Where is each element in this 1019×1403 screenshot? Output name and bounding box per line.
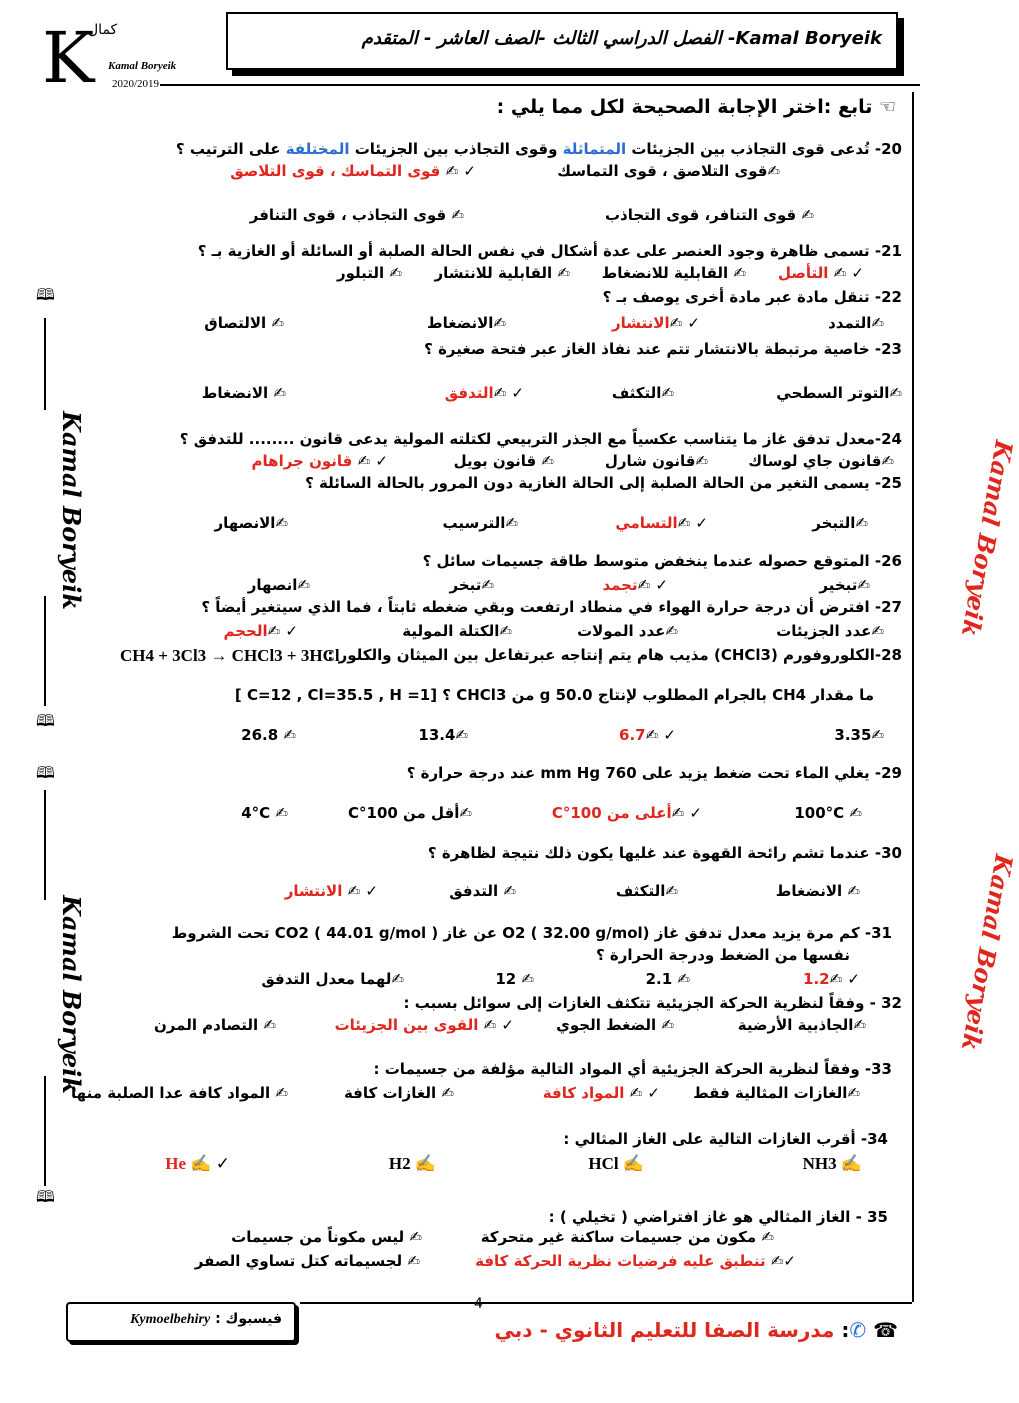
option[interactable]: ✍ التبلور — [337, 264, 402, 282]
option[interactable]: ✍13.4 — [418, 726, 468, 744]
option[interactable]: ✍ NH3 — [802, 1154, 862, 1173]
option-correct[interactable]: ✓ ✍أعلى من 100°C — [551, 804, 702, 822]
question-33: 33- وفقاً لنظرية الحركة الجزيئية أي المواد التالية مؤلفة من جسيمات : — [373, 1060, 892, 1078]
question-29: 29- يغلي الماء تحت ضغط يزيد على 760 mm Hg عند درجة حرارة ؟ — [406, 764, 902, 782]
option[interactable]: ✍انصهار — [247, 576, 310, 594]
option-correct[interactable]: ✓ ✍ قوى التماسك ، قوى التلاصق — [230, 162, 476, 180]
header-title: Kamal Boryeik- الفصل الدراسي الثالث -الصف العاشر - المتقدم — [361, 28, 882, 49]
option[interactable]: ✍ الالتصاق — [204, 314, 284, 332]
option[interactable]: ✍الانضغاط — [427, 314, 506, 332]
option[interactable]: ✍ قوى التنافر، قوى التجاذب — [604, 206, 814, 224]
option[interactable]: ✍ التصادم المرن — [154, 1016, 276, 1034]
option[interactable]: ✍ 4°C — [241, 804, 288, 822]
option[interactable]: ✍الترسيب — [442, 514, 518, 532]
facebook-scroll — [66, 1302, 296, 1342]
book-icon: 🕮 — [36, 763, 55, 782]
option[interactable]: ✍التوتر السطحي — [776, 384, 902, 402]
logo — [40, 17, 118, 99]
question-35: 35 - الغاز المثالي هو غاز افتراضي ( تخيلي ) : — [548, 1208, 888, 1226]
question-34: 34- أقرب الغازات التالية على الغاز المثالي : — [563, 1130, 888, 1148]
option-correct[interactable]: ✓ ✍ المواد كافة — [542, 1084, 660, 1102]
facebook-name[interactable]: Kymoelbehiry — [130, 1312, 211, 1327]
facebook-label: فيسبوك : — [215, 1311, 282, 1327]
option[interactable]: ✍ الانضغاط — [775, 882, 860, 900]
option[interactable]: ✍ 26.8 — [241, 726, 296, 744]
left-side-line — [44, 790, 46, 900]
header-title-box — [226, 12, 898, 70]
header-rule — [160, 84, 920, 86]
right-frame-line — [912, 92, 914, 1302]
option[interactable]: ✍ ليس مكوناً من جسيمات — [231, 1228, 422, 1246]
question-28-sub: ما مقدار CH4 بالجرام المطلوب لإنتاج 50.0 g من CHCl3 ؟ [C=12 , Cl=35.5 , H =1 ] — [234, 686, 874, 704]
option-correct[interactable]: ✓ ✍ الانتشار — [284, 882, 378, 900]
book-icon: 🕮 — [36, 711, 55, 730]
option-correct[interactable]: ✓ ✍الحجم — [223, 622, 298, 640]
school-name: مدرسة الصفا للتعليم الثانوي - دبي — [494, 1318, 835, 1342]
option[interactable]: ✍عدد الجزيئات — [776, 622, 884, 640]
option[interactable]: ✍قوى التلاصق ، قوى التماسك — [557, 162, 780, 180]
left-side-line — [44, 596, 46, 706]
option[interactable]: ✍3.35 — [834, 726, 884, 744]
option-correct[interactable]: ✓ ✍ التأصل — [777, 264, 864, 282]
option[interactable]: ✍الانصهار — [214, 514, 288, 532]
option[interactable]: ✍ لجسيماته كتل تساوي الصفر — [194, 1252, 420, 1270]
option[interactable]: ✍التمدد — [828, 314, 884, 332]
option[interactable]: ✍لهما معدل التدفق — [261, 970, 404, 988]
book-icon: 🕮 — [36, 1187, 55, 1206]
option[interactable]: ✍ 2.1 — [645, 970, 690, 988]
option-correct[interactable]: ✓ ✍ القوى بين الجزيئات — [334, 1016, 514, 1034]
question-25: 25- يسمى التغير من الحالة الصلبة إلى الحالة الغازية دون المرور بالحالة السائلة ؟ — [305, 474, 902, 492]
bottom-rule — [300, 1302, 912, 1304]
question-32: 32 - وفقاً لنظرية الحركة الجزيئية تتكثف الغازات إلى سوائل بسبب : — [403, 994, 902, 1012]
question-20: 20- تُدعى قوى التجاذب بين الجزيئات المتماثلة وقوى التجاذب بين الجزيئات المختلفة على الترتيب ؟ — [175, 140, 902, 158]
option-correct[interactable]: ✓ ✍ He — [165, 1154, 230, 1173]
question-23: 23- خاصية مرتبطة بالانتشار تتم عند نفاذ الغاز عبر فتحة صغيرة ؟ — [424, 340, 902, 358]
chemical-equation: CH4 + 3Cl3 → CHCl3 + 3HCl — [120, 646, 340, 665]
left-side-line — [44, 1076, 46, 1186]
side-author-name: Kamal Boryeik — [955, 852, 1019, 1053]
option-correct[interactable]: ✓ ✍1.2 — [803, 970, 860, 988]
option[interactable]: ✍ المواد كافة عدا الصلبة منها — [71, 1084, 288, 1102]
question-28: 28-الكلوروفورم (CHCl3) مذيب هام يتم إنتاجه عبرتفاعل بين الميثان والكلور : — [327, 646, 902, 664]
option[interactable]: ✍الكتلة المولية — [402, 622, 512, 640]
author-name: Kamal Boryeik — [108, 60, 177, 72]
option[interactable]: ✍ الضغط الجوي — [556, 1016, 674, 1034]
option[interactable]: ✍ مكون من جسيمات ساكنة غير متحركة — [480, 1228, 774, 1246]
side-author-name: Kamal Boryeik — [56, 895, 86, 1094]
school-footer: ☎ ✆: مدرسة الصفا للتعليم الثانوي - دبي — [494, 1318, 898, 1342]
question-31: 31- كم مرة يزيد معدل تدفق غاز O2 ( 32.00 g/mol) عن غاز CO2 ( 44.01 g/mol ) تحت الشروط — [171, 924, 892, 942]
book-icon: 🕮 — [36, 285, 55, 304]
option-correct[interactable]: ✓ ✍6.7 — [619, 726, 676, 744]
option[interactable]: ✍ الانضغاط — [201, 384, 286, 402]
option[interactable]: ✍ H2 — [388, 1154, 436, 1173]
section-title: ☜ تابع :اختر الإجابة الصحيحة لكل مما يلي : — [496, 96, 896, 118]
option-correct[interactable]: ✓ ✍ قانون جراهام — [251, 452, 388, 470]
question-30: 30- عندما تشم رائحة القهوة عند غليها يكون ذلك نتيجة لظاهرة ؟ — [427, 844, 902, 862]
whatsapp-icon: ✆ — [849, 1318, 867, 1342]
phone-icon: ☎ — [873, 1318, 898, 1342]
option[interactable]: ✍تبخر — [449, 576, 494, 594]
option[interactable]: ✍الجاذبية الأرضية — [737, 1016, 866, 1034]
option[interactable]: ✍التكثف — [615, 882, 678, 900]
option[interactable]: ✍ 100°C — [794, 804, 862, 822]
option[interactable]: ✍عدد المولات — [577, 622, 678, 640]
left-side-line — [44, 318, 46, 410]
question-21: 21- تسمى ظاهرة وجود العنصر على عدة أشكال في نفس الحالة الصلبة أو السائلة أو الغازية بـ ؟ — [197, 242, 902, 260]
option[interactable]: ✍ التدفق — [449, 882, 516, 900]
option[interactable]: ✍قانون جاي لوساك — [748, 452, 894, 470]
question-22: 22- تنقل مادة عبر مادة أخرى يوصف بـ ؟ — [602, 288, 902, 306]
option[interactable]: ✍ قانون بويل — [453, 452, 554, 470]
school-year: 2020/2019 — [112, 78, 160, 90]
question-31-cont: نفسها من الضغط ودرجة الحرارة ؟ — [595, 946, 850, 964]
side-author-name: Kamal Boryeik — [56, 411, 86, 610]
logo-letter: K — [42, 17, 95, 99]
pointer-icon: ☜ — [872, 96, 896, 118]
question-26: 26- المتوقع حصوله عندما ينخفض متوسط طاقة جسيمات سائل ؟ — [422, 552, 902, 570]
option[interactable]: ✍ 12 — [495, 970, 534, 988]
option-correct[interactable]: ✓✍ تنطبق عليه فرضيات نظرية الحركة كافة — [475, 1252, 796, 1270]
option[interactable]: ✍ الغازات كافة — [343, 1084, 454, 1102]
option[interactable]: ✍أقل من 100°C — [348, 804, 472, 822]
option[interactable]: ✍تبخير — [819, 576, 870, 594]
option-correct[interactable]: ✓ ✍التسامي — [615, 514, 708, 532]
option[interactable]: ✍ القابلية للانتشار — [434, 264, 570, 282]
side-author-name: Kamal Boryeik — [955, 438, 1019, 639]
option-correct[interactable]: ✓ ✍تجمد — [602, 576, 668, 594]
option[interactable]: ✍قانون شارل — [604, 452, 708, 470]
option-correct[interactable]: ✓ ✍الانتشار — [612, 314, 700, 332]
option[interactable]: ✍ قوى التجاذب ، قوى التنافر — [249, 206, 464, 224]
option[interactable]: ✍ القابلية للانضغاط — [601, 264, 746, 282]
question-24: 24-معدل تدفق غاز ما يتناسب عكسياً مع الجذر التربيعي لكتلته المولية يدعى قانون ........ للتدفق ؟ — [179, 430, 902, 448]
page-number: 4 — [474, 1296, 483, 1312]
option[interactable]: ✍الغازات المثالية فقط — [693, 1084, 860, 1102]
logo-signature: ﻛﻤﺎﻝ — [88, 22, 118, 38]
option[interactable]: ✍التكثف — [611, 384, 674, 402]
question-27: 27- افترض أن درجة حرارة الهواء في منطاد ارتفعت وبقي ضغطه ثابتاً ، فما الذي سيتغير أيضاً ؟ — [201, 598, 902, 616]
option-correct[interactable]: ✓ ✍التدفق — [444, 384, 524, 402]
option[interactable]: ✍التبخر — [812, 514, 868, 532]
option[interactable]: ✍ HCl — [588, 1154, 644, 1173]
